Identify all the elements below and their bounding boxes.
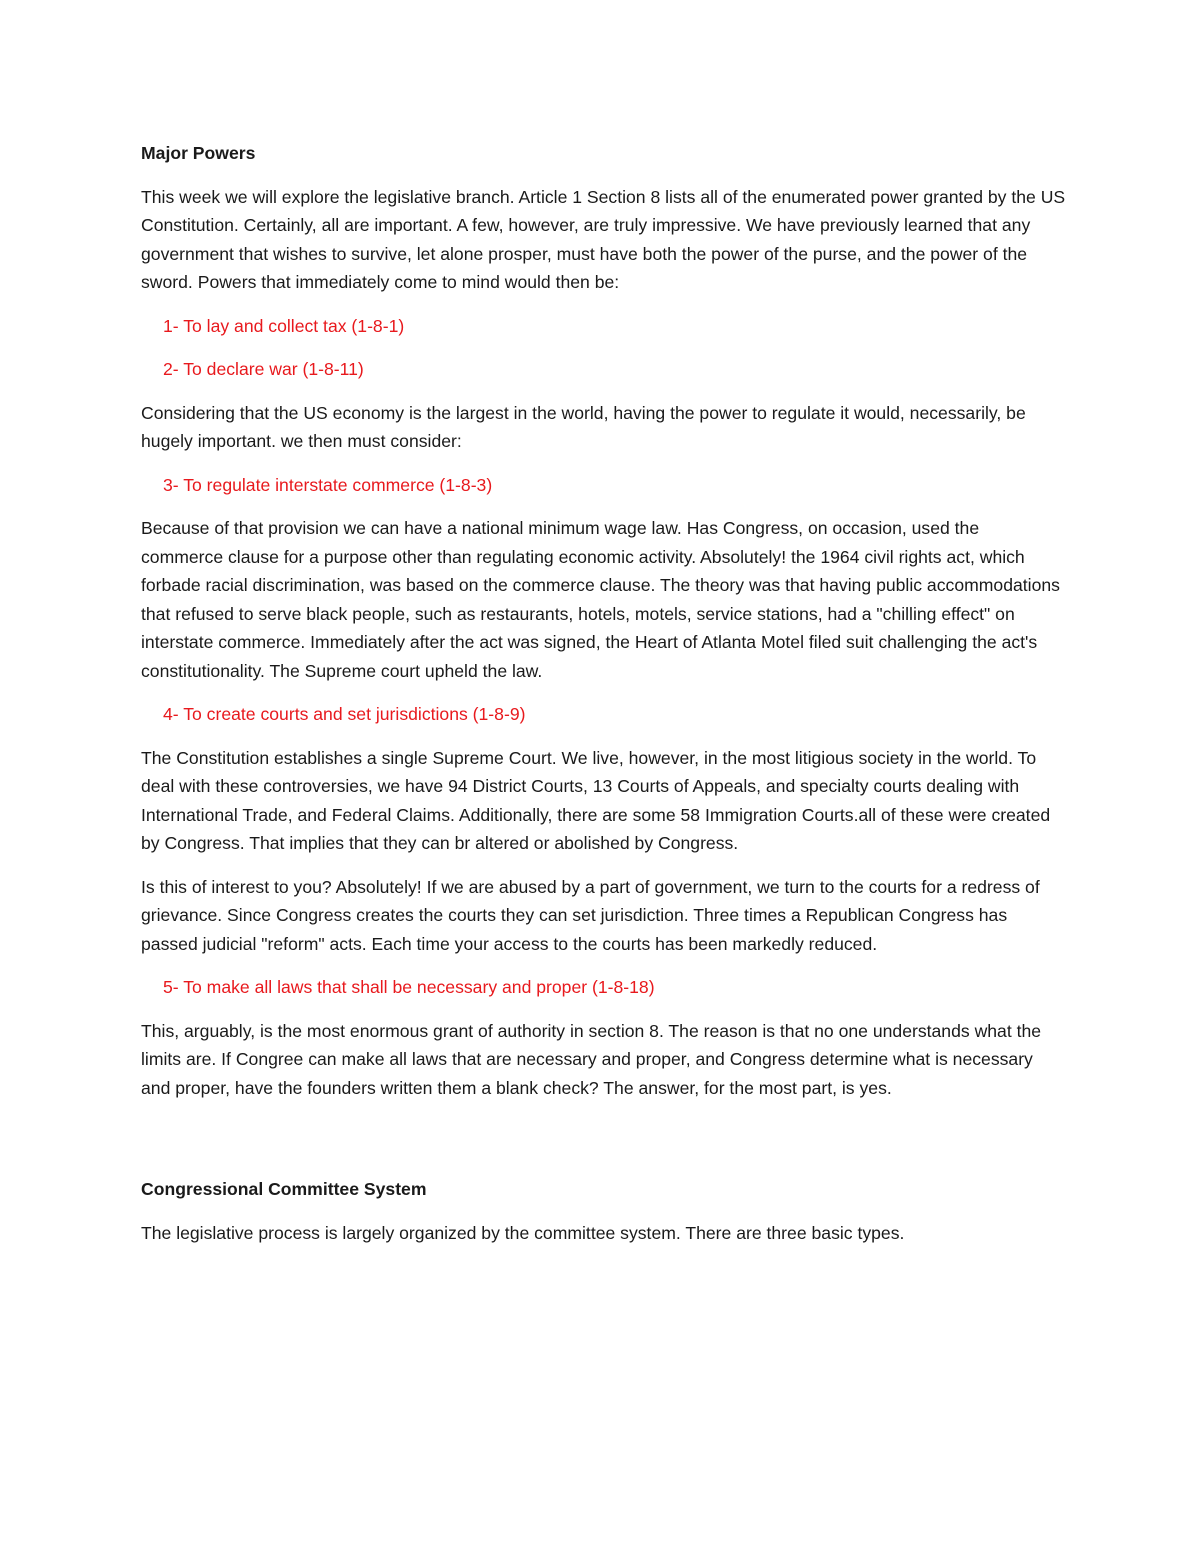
paragraph-necessary-proper: This, arguably, is the most enormous grant of authority in section 8. The reason is that no one understands what the limits are. If Congree can make all laws that are necessary and proper, and Congress determine what is necessary and proper, have the founders written them a blank check? The answer, for the most part, is yes. xyxy=(141,1020,1042,1098)
document-page xyxy=(141,139,1066,1262)
paragraph-interest: Is this of interest to you? Absolutely! If we are abused by a part of government, we turn to the courts for a redress of grievance. Since Congress creates the courts they can set jurisdiction. Three times a Republican Congress has passed judicial "reform" acts. Each time your access to the courts has been markedly reduced. xyxy=(141,876,1040,954)
section-heading-major-powers: Major Powers xyxy=(141,143,256,163)
power-item-3: 3- To regulate interstate commerce (1-8-3) xyxy=(163,474,493,495)
paragraph-courts: The Constitution establishes a single Supreme Court. We live, however, in the most litigious society in the world. To deal with these controversies, we have 94 District Courts, 13 Courts of Appeals, and specialty courts dealing with International Trade, and Federal Claims. Additionally, there are some 58 Immigration Courts.all of these were created by Congress. That implies that they can br altered or abolished by Congress. xyxy=(141,747,1051,853)
paragraph-intro: This week we will explore the legislative branch. Article 1 Section 8 lists all of the enumerated power granted by the US Constitution. Certainly, all are important. A few, however, are truly impressive. We have previously learned that any government that wishes to survive, let alone prosper, must have both the power of the purse, and the power of the sword. Powers that immediately come to mind would then be: xyxy=(141,186,1066,292)
power-item-2: 2- To declare war (1-8-11) xyxy=(163,359,364,379)
paragraph-economy: Considering that the US economy is the largest in the world, having the power to regulate it would, necessarily, be hugely important. we then must consider: xyxy=(141,402,1026,451)
section-heading-committee-system: Congressional Committee System xyxy=(141,1179,427,1199)
paragraph-committee-intro: The legislative process is largely organized by the committee system. There are three basic types. xyxy=(141,1222,905,1243)
power-item-5: 5- To make all laws that shall be necessary and proper (1-8-18) xyxy=(163,977,655,997)
paragraph-commerce: Because of that provision we can have a national minimum wage law. Has Congress, on occasion, used the commerce clause for a purpose other than regulating economic activity. Absolutely! the 1964 civil rights act, which forbade racial discrimination, was based on the commerce clause. The theory was that having public accommodations that refused to serve black people, such as restaurants, hotels, motels, service stations, had a "chilling effect" on interstate commerce. Immediately after the act was signed, the Heart of Atlanta Motel filed suit challenging the act's constitutionality. The Supreme court upheld the law. xyxy=(141,518,1060,681)
power-item-1: 1- To lay and collect tax (1-8-1) xyxy=(163,315,405,336)
section-spacer xyxy=(141,1117,1066,1175)
power-item-4: 4- To create courts and set jurisdictions (1-8-9) xyxy=(163,704,526,724)
